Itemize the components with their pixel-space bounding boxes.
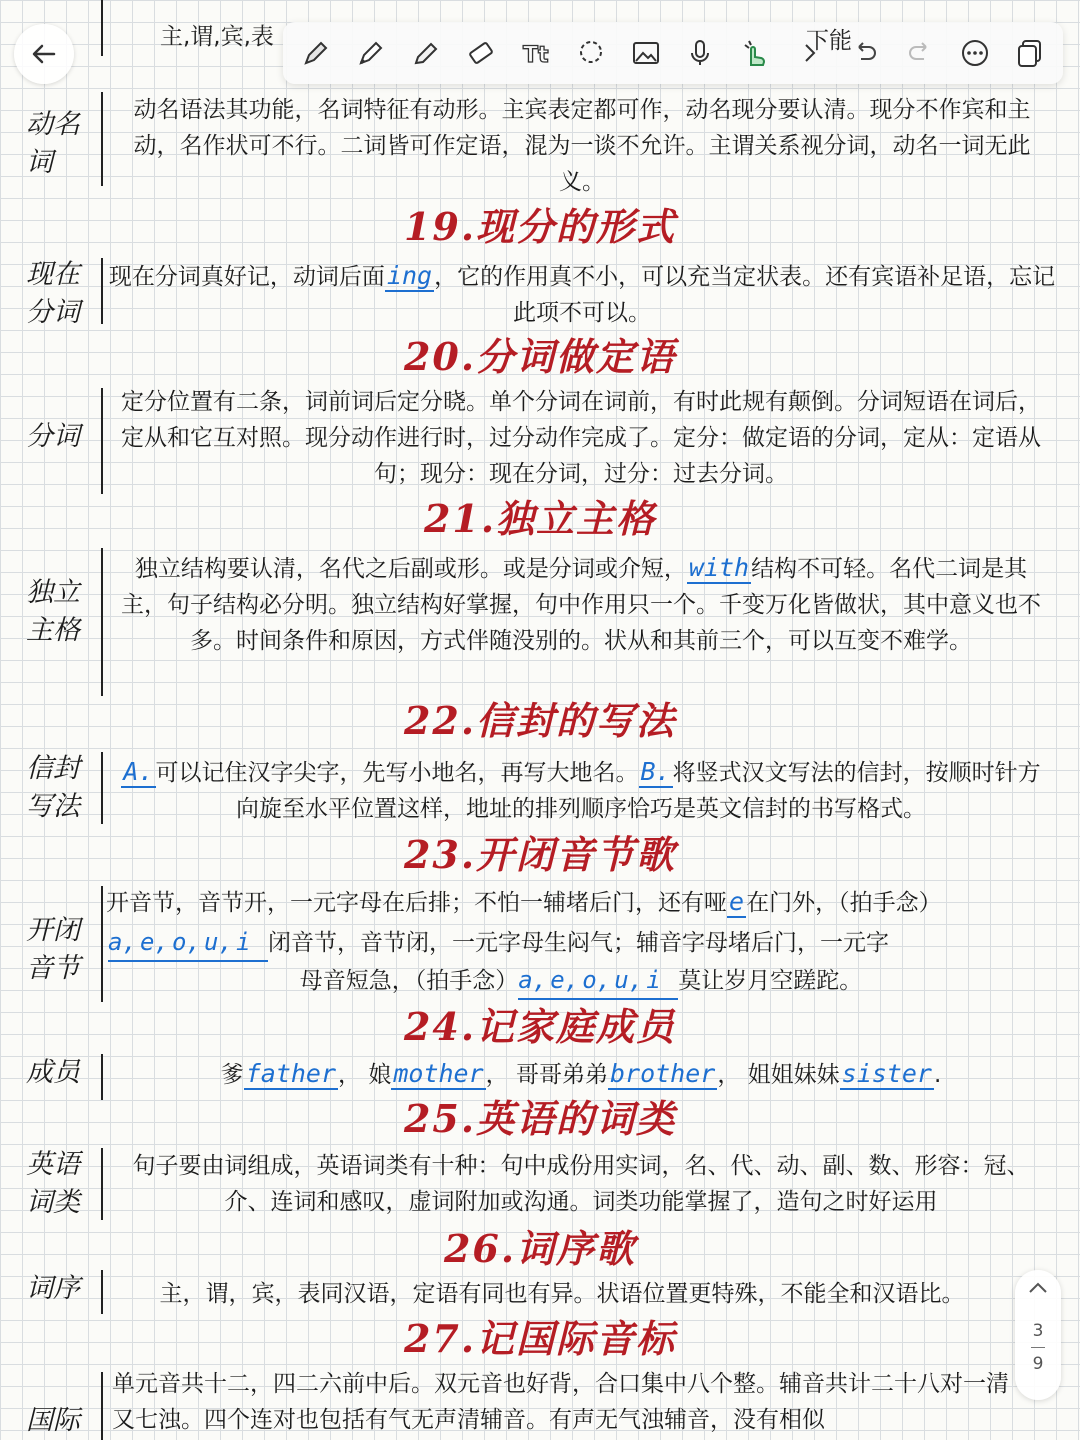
section-text bbox=[112, 1056, 1050, 1093]
text-part: 可以记住汉字尖字，先写小地名，再写大地名。 bbox=[155, 760, 639, 786]
text-part: 现在分词真好记，动词后面 bbox=[108, 264, 385, 290]
page-separator bbox=[1031, 1347, 1045, 1348]
section-title: 20.分词做定语 bbox=[403, 334, 677, 379]
scroll-up-icon[interactable] bbox=[1015, 1270, 1061, 1301]
back-arrow-icon bbox=[30, 40, 58, 68]
row-label: 分词 bbox=[26, 421, 80, 452]
row-label: 成员 bbox=[26, 1057, 80, 1088]
section-text bbox=[108, 258, 1056, 331]
redo-icon[interactable] bbox=[901, 34, 939, 72]
vowel: u, bbox=[204, 924, 236, 962]
touch-icon[interactable] bbox=[736, 34, 774, 72]
text-part: 开音节，音节开，一元字母在后排；不怕一辅堵后门，还有哑 bbox=[106, 890, 727, 916]
lasso-icon[interactable] bbox=[572, 34, 610, 72]
mic-icon[interactable] bbox=[681, 34, 719, 72]
divider-line bbox=[101, 1148, 103, 1220]
text-icon[interactable] bbox=[517, 34, 555, 72]
section-text bbox=[112, 550, 1050, 659]
image-icon[interactable] bbox=[627, 34, 665, 72]
text-part: 哥哥弟弟 bbox=[515, 1062, 608, 1088]
vowel: e, bbox=[140, 924, 172, 962]
text-part: ， bbox=[717, 1062, 741, 1088]
pen-icon[interactable] bbox=[297, 34, 335, 72]
divider-line bbox=[101, 0, 103, 56]
english-term: father bbox=[245, 1059, 337, 1088]
row-label: 国际 bbox=[26, 1405, 80, 1436]
english-term: e bbox=[729, 887, 745, 916]
highlighter-icon[interactable] bbox=[407, 34, 445, 72]
vowel: o, bbox=[582, 962, 614, 1000]
svg-text:Tt: Tt bbox=[522, 43, 549, 68]
eraser-icon[interactable] bbox=[462, 34, 500, 72]
section-title: 27.记国际音标 bbox=[403, 1316, 677, 1361]
english-term: sister bbox=[841, 1059, 932, 1088]
divider-line bbox=[101, 92, 103, 186]
divider-line bbox=[101, 388, 103, 494]
row-label: 信封 写法 bbox=[26, 753, 80, 822]
section-text-line bbox=[112, 962, 1050, 1000]
ellipsis-menu-icon[interactable] bbox=[956, 34, 994, 72]
page-indicator[interactable] bbox=[1015, 1270, 1061, 1400]
divider-line bbox=[101, 886, 103, 1002]
drawing-toolbar bbox=[283, 22, 1063, 84]
section-title: 25.英语的词类 bbox=[403, 1096, 677, 1141]
row-label: 独立 主格 bbox=[26, 577, 80, 646]
english-term: brother bbox=[609, 1059, 716, 1088]
list-marker: A. bbox=[123, 757, 154, 786]
clipped-top-right-text: 下能 bbox=[806, 28, 852, 54]
row-label: 动名 词 bbox=[26, 109, 80, 178]
text-part: 在门外，（拍手念） bbox=[746, 890, 942, 916]
text-part: 闭音节，音节闭，一元字母生闷气；辅音字母堵后门，一元字 bbox=[268, 930, 889, 956]
text-part: 独立结构要认清，名代之后副或形。或是分词或介短， bbox=[134, 556, 687, 582]
vowel: e, bbox=[550, 962, 582, 1000]
section-text: 定分位置有二条，词前词后定分晓。单个分词在词前，有时此规有颠倒。分词短语在词后，定从和它互对照。现分动作进行时，过分动作完成了。定分：做定语的分词，定从：定语从句；现分：现在分词，过分：过去分词。 bbox=[121, 389, 1041, 487]
marker-icon[interactable] bbox=[352, 34, 390, 72]
divider-line bbox=[101, 258, 103, 324]
current-page: 3 bbox=[1032, 1321, 1044, 1341]
vowel: u, bbox=[614, 962, 646, 1000]
list-marker: B. bbox=[640, 757, 671, 786]
section-title: 21.独立主格 bbox=[423, 496, 657, 541]
text-part: 娘 bbox=[368, 1062, 392, 1088]
english-term: ing bbox=[386, 261, 433, 290]
divider-line bbox=[101, 1054, 103, 1100]
back-button[interactable] bbox=[14, 24, 74, 84]
text-part: ， bbox=[338, 1062, 362, 1088]
section-text bbox=[112, 754, 1050, 827]
section-title: 22.信封的写法 bbox=[403, 698, 677, 743]
section-text-line bbox=[106, 884, 1056, 921]
text-part: ，它的作用真不小，可以充当定状表。还有宾语补足语，忘记此项不可以。 bbox=[434, 264, 1056, 326]
text-part: 姐姐妹妹 bbox=[747, 1062, 840, 1088]
vowel: i bbox=[236, 924, 268, 962]
vowel: a, bbox=[108, 924, 140, 962]
section-title: 26.词序歌 bbox=[443, 1226, 637, 1271]
section-text: 单元音共十二，四二六前中后。双元音也好背，合口集中八个整。辅音共计二十八对一清又七浊。四个连对也包括有气无声清辅音。有声无气浊辅音，没有相似 bbox=[112, 1371, 1009, 1433]
section-title: 19.现分的形式 bbox=[403, 204, 677, 249]
divider-line bbox=[101, 1270, 103, 1314]
section-title: 23.开闭音节歌 bbox=[403, 832, 677, 877]
text-part: 爹 bbox=[220, 1062, 244, 1088]
english-term: with bbox=[688, 553, 750, 582]
vowel: o, bbox=[172, 924, 204, 962]
row-label: 词序 bbox=[26, 1273, 80, 1304]
text-part: . bbox=[933, 1062, 942, 1088]
row-label: 英语 词类 bbox=[26, 1149, 80, 1218]
section-text: 句子要由词组成，英语词类有十种：句中成份用实词，名、代、动、副、数、形容：冠、介、连词和感叹，虚词附加或沟通。词类功能掌握了，造句之时好运用 bbox=[132, 1153, 1030, 1215]
row-label: 开闭 音节 bbox=[26, 915, 80, 984]
section-text: 动名语法其功能，名词特征有动形。主宾表定都可作，动名现分要认清。现分不作宾和主动，名作状可不行。二词皆可作定语，混为一谈不允许。主谓关系视分词，动名一词无此义。 bbox=[133, 97, 1031, 195]
divider-line bbox=[101, 548, 103, 696]
clipped-top-text: 主,谓,宾,表 bbox=[160, 24, 274, 50]
divider-line bbox=[101, 752, 103, 824]
pages-icon[interactable] bbox=[1011, 34, 1049, 72]
text-part: 莫让岁月空蹉跎。 bbox=[678, 968, 863, 994]
text-part: ， bbox=[485, 1062, 509, 1088]
divider-line bbox=[101, 1372, 103, 1440]
section-text: 主，谓，宾，表同汉语，定语有同也有异。状语位置更特殊，不能全和汉语比。 bbox=[159, 1281, 965, 1307]
english-term: mother bbox=[393, 1059, 484, 1088]
text-part: 结构不可轻。名代二词是其主，句子结构必分明。独立结构好掌握，句中作用只一个。千变万化皆做状，其中意义也不多。时间条件和原因，方式伴随没别的。状从和其前三个，可以互变不难学。 bbox=[121, 556, 1041, 654]
row-label: 现在 分词 bbox=[26, 259, 80, 328]
text-part: 母音短急，（拍手念） bbox=[299, 968, 519, 994]
section-title: 24.记家庭成员 bbox=[403, 1004, 677, 1049]
total-pages: 9 bbox=[1032, 1354, 1044, 1374]
vowel: i bbox=[646, 962, 678, 1000]
vowel: a, bbox=[518, 962, 550, 1000]
section-text-line bbox=[108, 924, 1058, 962]
text-part: 将竖式汉文写法的信封，按顺时针方向旋至水平位置这样，地址的排列顺序恰巧是英文信封的书写格式。 bbox=[236, 760, 1041, 822]
